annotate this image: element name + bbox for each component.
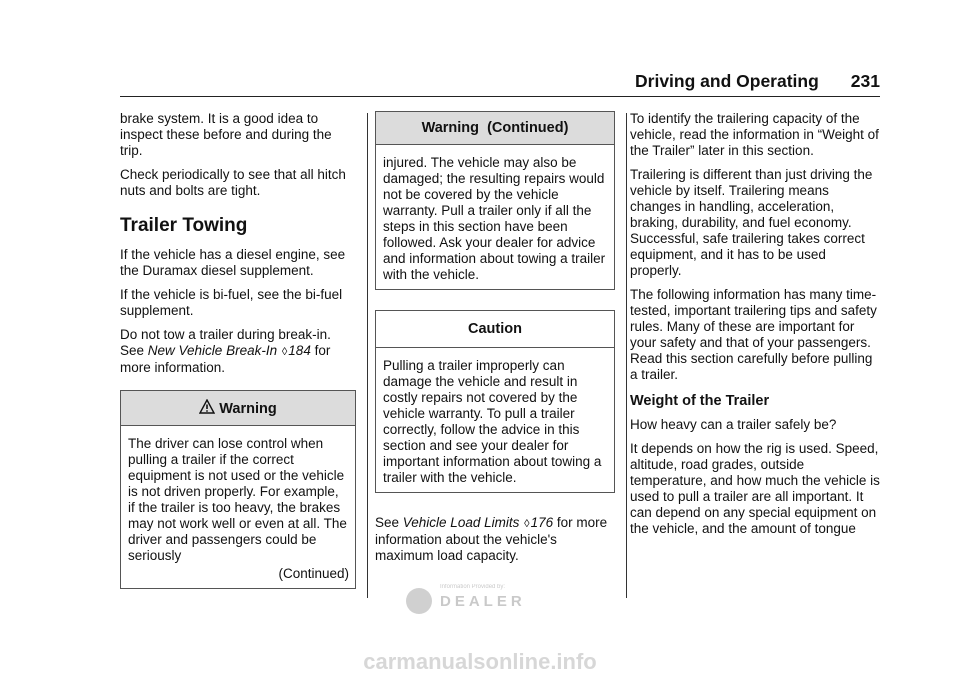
- column-1: [120, 111, 356, 589]
- paragraph: The following information has many time-tested, important trailering tips and safety rules. Many of these are important for your safety and that of your passengers. Read this section carefully before pulling a trailer.: [630, 287, 877, 382]
- warning-continued-box: [375, 111, 615, 290]
- load-limits-link[interactable]: Vehicle Load Limits ◊176: [402, 515, 554, 530]
- page-header: [635, 71, 880, 92]
- page-ref-icon: ◊: [281, 346, 288, 358]
- column-3: [630, 111, 880, 545]
- paragraph: Check periodically to see that all hitch nuts and bolts are tight.: [120, 167, 346, 198]
- watermark-emblem-icon: [406, 588, 432, 614]
- column-divider: [626, 113, 627, 598]
- warning-continued-header: Warning (Continued): [376, 112, 614, 145]
- paragraph: If the vehicle has a diesel engine, see the Duramax diesel supplement.: [120, 247, 346, 278]
- caution-header: Caution: [376, 311, 614, 348]
- section-heading: Trailer Towing: [120, 215, 248, 236]
- paragraph: See Vehicle Load Limits ◊176 for more information about the vehicle's maximum load capacity.: [375, 515, 608, 563]
- paragraph: To identify the trailering capacity of the vehicle, read the information in “Weight of the Trailer” later in this section.: [630, 111, 879, 158]
- page-number: 231: [850, 71, 880, 91]
- column-divider: [367, 113, 368, 598]
- warning-body: [121, 426, 355, 588]
- continued-label: (Continued): [278, 566, 349, 581]
- paragraph: Do not tow a trailer during break-in. See New Vehicle Break-In ◊184 for more information.: [120, 327, 331, 375]
- paragraph: brake system. It is a good idea to inspect these before and during the trip.: [120, 111, 332, 158]
- break-in-link[interactable]: New Vehicle Break-In ◊184: [147, 343, 311, 358]
- warning-triangle-icon: [199, 399, 215, 415]
- warning-continued-text: injured. The vehicle may also be damaged; the resulting repairs would not be covered by the vehicle warranty. Pull a trailer only if all the steps in this section have been followed. Ask your dealer for advice and information about towing a trailer with the vehicle.: [383, 155, 606, 282]
- warning-continued-body: [376, 145, 614, 289]
- dealer-watermark: [404, 584, 544, 620]
- warning-title: Warning: [219, 401, 277, 417]
- subsection-heading: Weight of the Trailer: [630, 393, 770, 409]
- warning-box: [120, 390, 356, 589]
- paragraph: It depends on how the rig is used. Speed, altitude, road grades, outside temperature, and how much the vehicle is used to pull a trailer are all important. It can depend on any special equipment on the vehicle, and the amount of tongue: [630, 441, 880, 536]
- warning-header: [121, 391, 355, 426]
- footer-watermark: carmanualsonline.info: [363, 649, 597, 674]
- paragraph: Trailering is different than just driving the vehicle by itself. Trailering means changes in handling, acceleration, braking, durability, and fuel economy. Successful, safe trailering takes correct equipment, and it has to be used properly.: [630, 167, 873, 278]
- paragraph: How heavy can a trailer safely be?: [630, 417, 837, 432]
- paragraph: If the vehicle is bi-fuel, see the bi-fuel supplement.: [120, 287, 343, 318]
- page-ref-icon: ◊: [524, 518, 530, 530]
- column-2: [375, 111, 615, 572]
- header-title: Driving and Operating: [635, 71, 819, 91]
- watermark-logo: DEALER: [440, 593, 526, 610]
- header-rule: [120, 96, 880, 97]
- warning-text: The driver can lose control when pulling a trailer if the correct equipment is not used or the vehicle is not driven properly. For example, if the trailer is too heavy, the brakes may not work well or even at all. The driver and passengers could be seriously: [128, 436, 347, 563]
- caution-body: [376, 348, 614, 492]
- watermark-caption: Information Provided by:: [440, 584, 506, 590]
- caution-text: Pulling a trailer improperly can damage the vehicle and result in costly repairs not covered by the vehicle warranty. To pull a trailer correctly, follow the advice in this section and see your dealer for important information about towing a trailer with the vehicle.: [383, 358, 602, 485]
- caution-box: [375, 310, 615, 493]
